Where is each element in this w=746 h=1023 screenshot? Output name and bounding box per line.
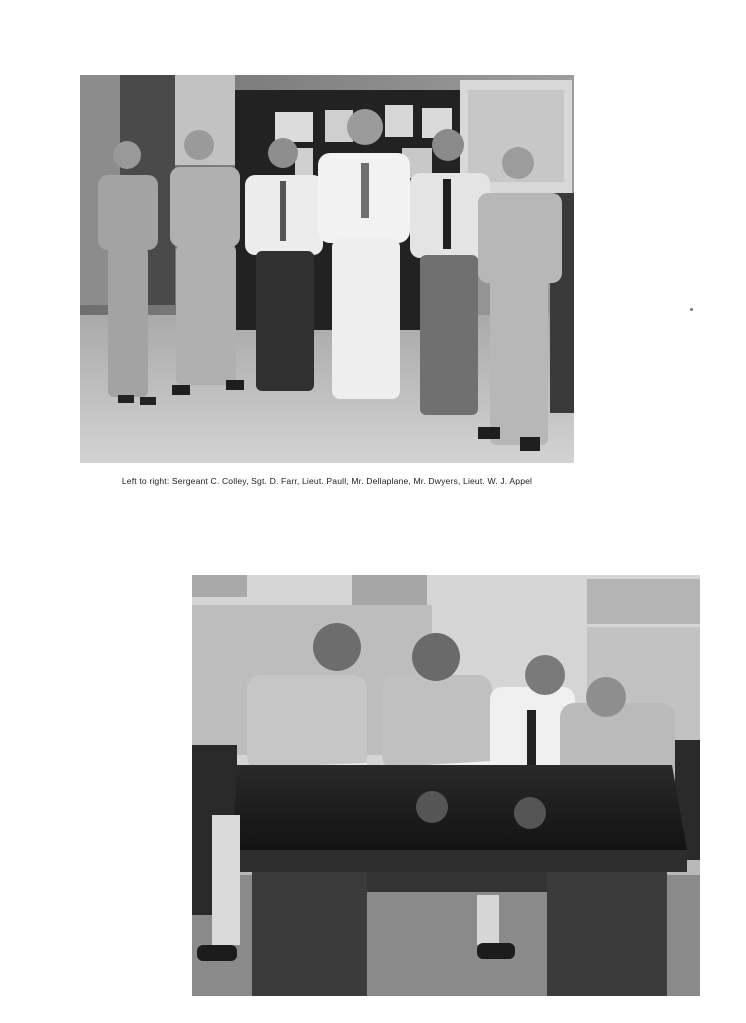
group-portrait-image	[80, 75, 574, 463]
desk-meeting-photo	[192, 575, 700, 996]
desk-meeting-image	[192, 575, 700, 996]
group-portrait-photo	[80, 75, 574, 463]
photo-caption: Left to right: Sergeant C. Colley, Sgt. D. Farr, Lieut. Paull, Mr. Dellaplane, Mr. Dwyers, Lieut. W. J. Appel	[121, 476, 533, 486]
paper-speck	[690, 308, 693, 311]
